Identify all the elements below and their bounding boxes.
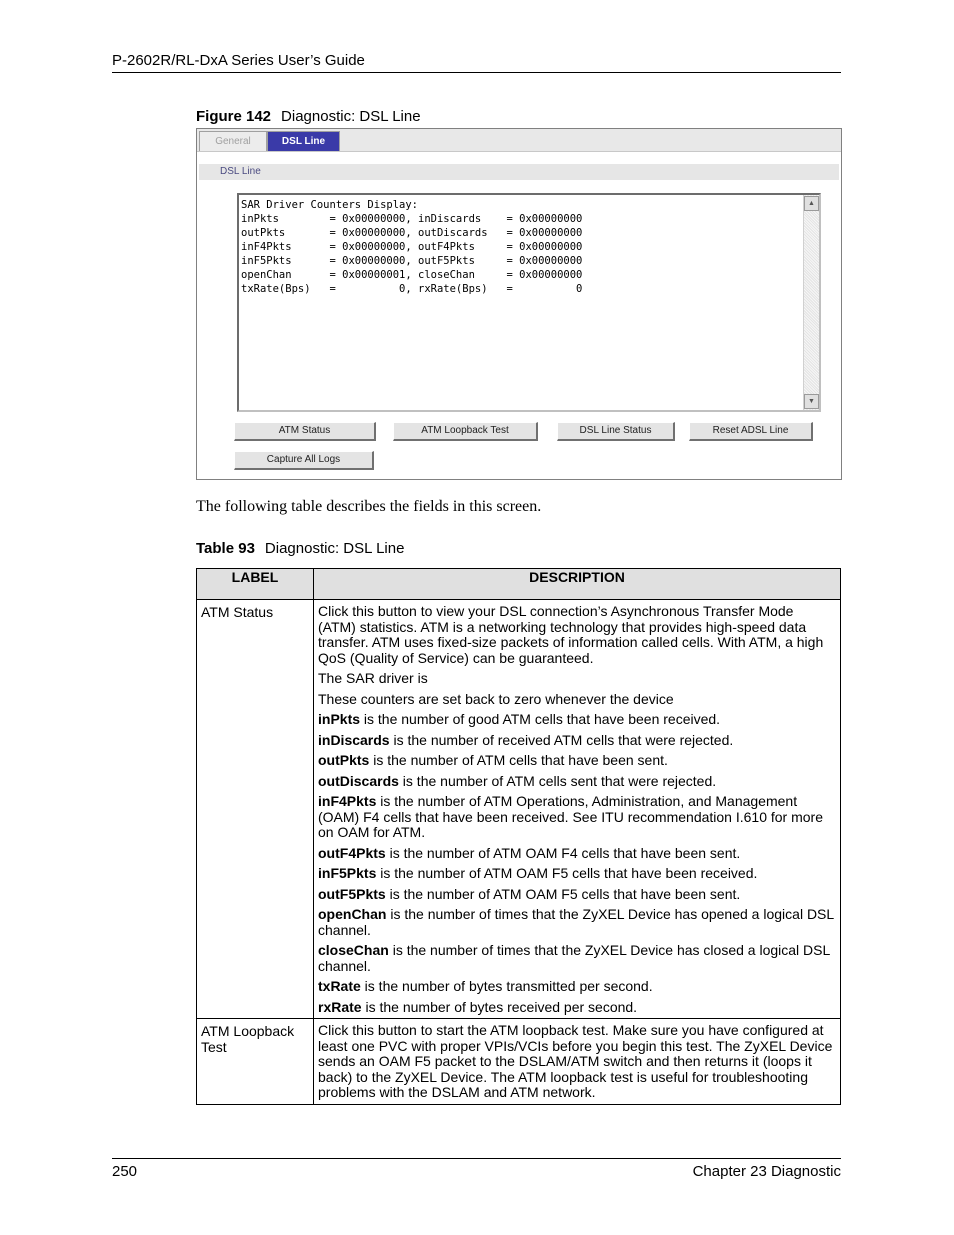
atm-loopback-test-button[interactable]: ATM Loopback Test <box>393 422 538 441</box>
table-row <box>197 600 841 1019</box>
field-term: openChan <box>318 906 387 922</box>
field-description-text: is the number of bytes transmitted per second. <box>360 978 653 994</box>
console-output <box>241 198 582 296</box>
counters-console[interactable] <box>237 193 821 412</box>
field-term: inF5Pkts <box>318 865 377 881</box>
figure-caption <box>196 108 421 125</box>
field-description-text: is the number of times that the ZyXEL Device has closed a logical DSL channel. <box>318 942 830 974</box>
figure-title: Diagnostic: DSL Line <box>281 108 421 125</box>
console-scrollbar[interactable] <box>803 195 819 410</box>
description-paragraph <box>318 753 834 769</box>
table-header-row <box>197 569 841 600</box>
field-term: outF5Pkts <box>318 885 386 902</box>
field-term: outF4Pkts <box>318 844 386 861</box>
guide-title: P-2602R/RL-DxA Series User’s Guide <box>112 52 365 69</box>
field-description-text: is the number of ATM Operations, Administration, and Management (OAM) F4 cells that have been received. See ITU recommendation I.610 for more on OAM for ATM. <box>318 793 824 840</box>
atm-status-button[interactable]: ATM Status <box>234 422 376 441</box>
field-term: closeChan <box>318 942 389 958</box>
table-caption <box>196 540 404 557</box>
description-table <box>196 568 841 1105</box>
description-paragraph <box>318 671 834 687</box>
capture-all-logs-button[interactable]: Capture All Logs <box>234 451 374 470</box>
field-term: outDiscards <box>318 772 399 789</box>
field-description-text: The SAR driver is <box>318 670 428 686</box>
intro-paragraph: The following table describes the fields in this screen. <box>196 498 542 515</box>
console-line: txRate(Bps) = 0, rxRate(Bps) = 0 <box>241 283 583 295</box>
field-description-text: Click this button to start the ATM loopback test. Make sure you have configured at least one PVC with proper VPIs/VCIs before you begin this test. The ZyXEL Device sends an OAM F5 packet to the DSLAM/ATM switch and then returns it (loops it back) to the ZyXEL Device. The ATM loopback test is useful for troubleshooting problems with the DSLAM and ATM network. <box>318 1022 833 1100</box>
row-description <box>314 1019 841 1105</box>
field-term: rxRate <box>318 998 362 1015</box>
section-title-bar <box>199 164 839 180</box>
dsl-line-screenshot <box>196 128 842 480</box>
table-body <box>197 600 841 1105</box>
console-line: openChan = 0x00000001, closeChan = 0x00000000 <box>241 269 583 281</box>
description-paragraph <box>318 866 834 882</box>
console-line: SAR Driver Counters Display: <box>241 199 419 211</box>
description-paragraph <box>318 887 834 903</box>
row-label: ATM Loopback Test <box>197 1019 314 1105</box>
field-term: txRate <box>318 978 361 994</box>
figure-number: Figure 142 <box>196 108 272 125</box>
description-paragraph <box>318 774 834 790</box>
description-paragraph <box>318 907 834 938</box>
row-description <box>314 600 841 1019</box>
description-paragraph <box>318 1023 834 1101</box>
description-paragraph <box>318 794 834 841</box>
field-description-text: is the number of times that the ZyXEL Device has opened a logical DSL channel. <box>318 906 834 938</box>
table-title: Diagnostic: DSL Line <box>264 540 405 557</box>
description-paragraph <box>318 846 834 862</box>
description-paragraph <box>318 1000 834 1016</box>
row-label: ATM Status <box>197 600 314 1019</box>
description-column-header: DESCRIPTION <box>314 569 841 600</box>
page-number: 250 <box>112 1163 138 1180</box>
field-term: inF4Pkts <box>318 793 377 809</box>
console-line: inF4Pkts = 0x00000000, outF4Pkts = 0x00000000 <box>241 241 583 253</box>
section-title: DSL Line <box>220 166 261 177</box>
field-description-text: is the number of ATM OAM F5 cells that have been received. <box>376 865 758 881</box>
field-description-text: is the number of good ATM cells that have been received. <box>360 711 721 727</box>
description-paragraph <box>318 979 834 995</box>
description-paragraph <box>318 692 834 708</box>
label-column-header: LABEL <box>197 569 314 600</box>
tab-general[interactable]: General <box>199 131 267 151</box>
description-paragraph <box>318 733 834 749</box>
page-footer <box>112 1158 841 1180</box>
field-term: outPkts <box>318 752 370 768</box>
tab-dsl-line[interactable]: DSL Line <box>267 131 340 151</box>
field-description-text: is the number of bytes received per second. <box>361 998 638 1015</box>
table-number: Table 93 <box>196 540 255 557</box>
console-line: inF5Pkts = 0x00000000, outF5Pkts = 0x00000000 <box>241 255 583 267</box>
field-term: inPkts <box>318 711 361 727</box>
console-line: outPkts = 0x00000000, outDiscards = 0x00000000 <box>241 227 583 239</box>
table-row <box>197 1019 841 1105</box>
scroll-down-arrow-icon[interactable]: ▼ <box>804 394 819 409</box>
field-description-text: is the number of ATM cells that have been sent. <box>369 752 668 768</box>
field-description-text: Click this button to view your DSL connection’s Asynchronous Transfer Mode (ATM) statistics. ATM is a networking technology that provides high-speed data transfer. ATM uses fixed-size packets of information called cells. With ATM, a high QoS (Quality of Service) can be guaranteed. <box>318 603 824 666</box>
description-paragraph <box>318 712 834 728</box>
page-header <box>112 52 841 73</box>
field-description-text: is the number of received ATM cells that were rejected. <box>389 731 734 748</box>
field-description-text: These counters are set back to zero whenever the device <box>318 690 674 707</box>
description-paragraph <box>318 943 834 974</box>
description-paragraph <box>318 604 834 666</box>
reset-adsl-line-button[interactable]: Reset ADSL Line <box>689 422 813 441</box>
tab-bar <box>197 129 841 152</box>
scroll-up-arrow-icon[interactable]: ▲ <box>804 196 819 211</box>
field-description-text: is the number of ATM cells sent that were rejected. <box>398 772 717 789</box>
field-description-text: is the number of ATM OAM F4 cells that have been sent. <box>385 844 741 861</box>
field-description-text: is the number of ATM OAM F5 cells that have been sent. <box>385 885 741 902</box>
chapter-title: Chapter 23 Diagnostic <box>692 1163 841 1180</box>
console-line: inPkts = 0x00000000, inDiscards = 0x00000000 <box>241 213 583 225</box>
field-term: inDiscards <box>318 731 390 748</box>
dsl-line-status-button[interactable]: DSL Line Status <box>557 422 675 441</box>
